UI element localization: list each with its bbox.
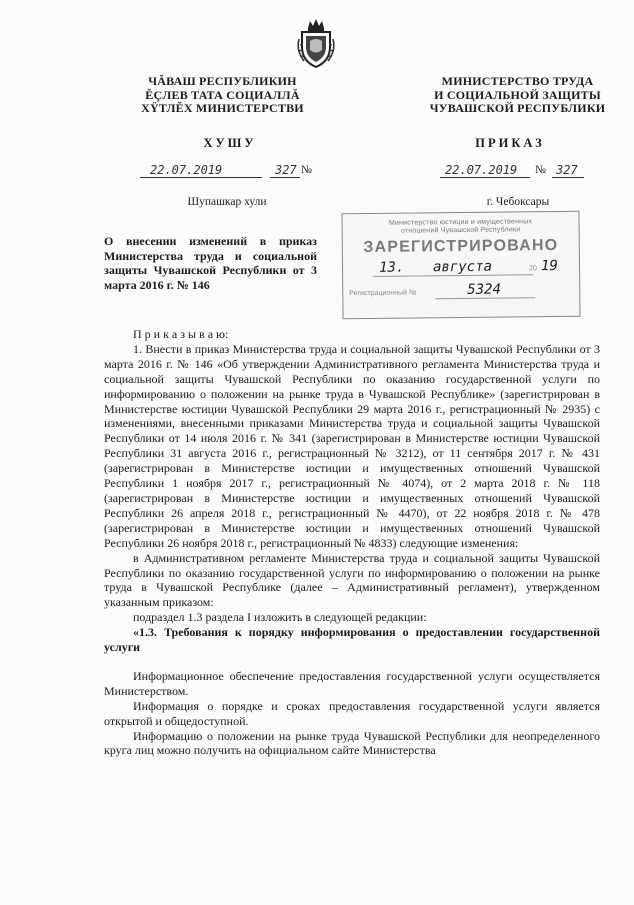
stamp-reg-label: Регистрационный № xyxy=(349,289,417,298)
header-right-line: И СОЦИАЛЬНОЙ ЗАЩИТЫ xyxy=(434,87,601,102)
paragraph: Информацию о положении на рынке труда Чувашской Республики для неопределенного круга лиц можно получить на официальном сайте Министерства xyxy=(104,728,600,758)
ministry-name-chuvash xyxy=(130,75,315,116)
order-word: П р и к а з ы в а ю: xyxy=(133,327,229,341)
section-heading: «1.3. Требования к порядку информирования о предоставлении государственной услуги xyxy=(104,625,600,655)
paragraph: Информационное обеспечение предоставления государственной услуги осуществляется Министерством. xyxy=(104,668,600,698)
right-date: 22.07.2019 xyxy=(445,163,518,177)
stamp-reg-number: 5324 xyxy=(467,281,502,298)
left-date: 22.07.2019 xyxy=(150,163,223,177)
stamp-day: 13. xyxy=(378,259,405,276)
paragraph: подраздел 1.3 раздела I изложить в следующей редакции: xyxy=(133,610,427,625)
city-chuvash: Шупашкар хули xyxy=(187,196,267,208)
city-russian: г. Чебоксары xyxy=(486,196,550,208)
registration-stamp xyxy=(341,211,580,319)
header-right-line: МИНИСТЕРСТВО ТРУДА xyxy=(441,74,594,88)
left-number: 327 xyxy=(275,163,297,177)
doc-type-russian: ПРИКАЗ xyxy=(475,136,545,150)
left-number-sign: № xyxy=(301,164,312,176)
right-number-sign: № xyxy=(535,164,546,176)
ministry-name-russian xyxy=(410,75,625,116)
stamp-registered: ЗАРЕГИСТРИРОВАНО xyxy=(363,236,559,257)
stamp-year: 19 xyxy=(540,257,558,275)
header-left-line: ЧĂВАШ РЕСПУБЛИКИН xyxy=(148,74,297,88)
paragraph: в Административном регламенте Министерства труда и социальной защиты Чувашской Республики по оказанию государственной услуги по информированию о положении на рынке труда в Чувашской Республике (далее – Административный регламент), утвержденном указанным приказом: xyxy=(104,550,600,610)
header-right-line: ЧУВАШСКОЙ РЕСПУБЛИКИ xyxy=(429,101,606,115)
right-number: 327 xyxy=(556,163,578,177)
document-body xyxy=(104,327,600,758)
stamp-year-prefix: 20 xyxy=(529,265,537,273)
header-left-line: ХŸТЛĔХ МИНИСТЕРСТВИ xyxy=(141,101,304,115)
paragraph: 1. Внести в приказ Министерства труда и социальной защиты Чувашской Республики от 3 марта 2016 г. № 146 «Об утверждении Административного регламента Министерства труда и социальной защиты Чувашской Республики по оказанию государственной услуги по информированию о положении на рынке труда в Чувашской Республике» (зарегистрирован в Министерстве юстиции Чувашской Республики 29 марта 2016 г., регистрационный № 2935) с изменениями, внесенными приказами Министерства труда и социальной защиты Чувашской Республики от 14 июля 2016 г. № 341 (зарегистрирован в Министерстве юстиции Чувашской Республики 31 августа 2016 г., регистрационный № 3212), от 11 сентября 2017 г. № 431 (зарегистрирован в Министерстве юстиции и имущественных отношений Чувашской Республики 1 ноября 2017 г., регистрационный № 4074), от 2 марта 2018 г. № 118 (зарегистрирован в Министерстве юстиции и имущественных отношений Чувашской Республики 26 апреля 2018 г., регистрационный № 4470), от 22 ноября 2018 г. № 478 (зарегистрирован в Министерстве юстиции и имущественных отношений Чувашской Республики 26 ноября 2018 г., регистрационный № 4833) следующие изменения: xyxy=(104,341,600,550)
stamp-text: отношений Чувашской Республики xyxy=(400,226,521,235)
paragraph: Информация о порядке и сроках предоставления государственной услуги является открытой и общедоступной. xyxy=(104,698,600,728)
coat-of-arms-emblem xyxy=(296,17,336,71)
stamp-month: августа xyxy=(432,258,493,276)
doc-type-chuvash: ХУШУ xyxy=(203,136,257,150)
document-title: О внесении изменений в приказ Министерства труда и социальной защиты Чувашской Республики от 3 марта 2016 г. № 146 xyxy=(104,234,317,292)
stamp-text: Министерство юстиции и имущественных xyxy=(388,218,533,227)
header-left-line: ĔÇЛЕВ ТАТА СОЦИАЛЛĂ xyxy=(145,87,300,102)
